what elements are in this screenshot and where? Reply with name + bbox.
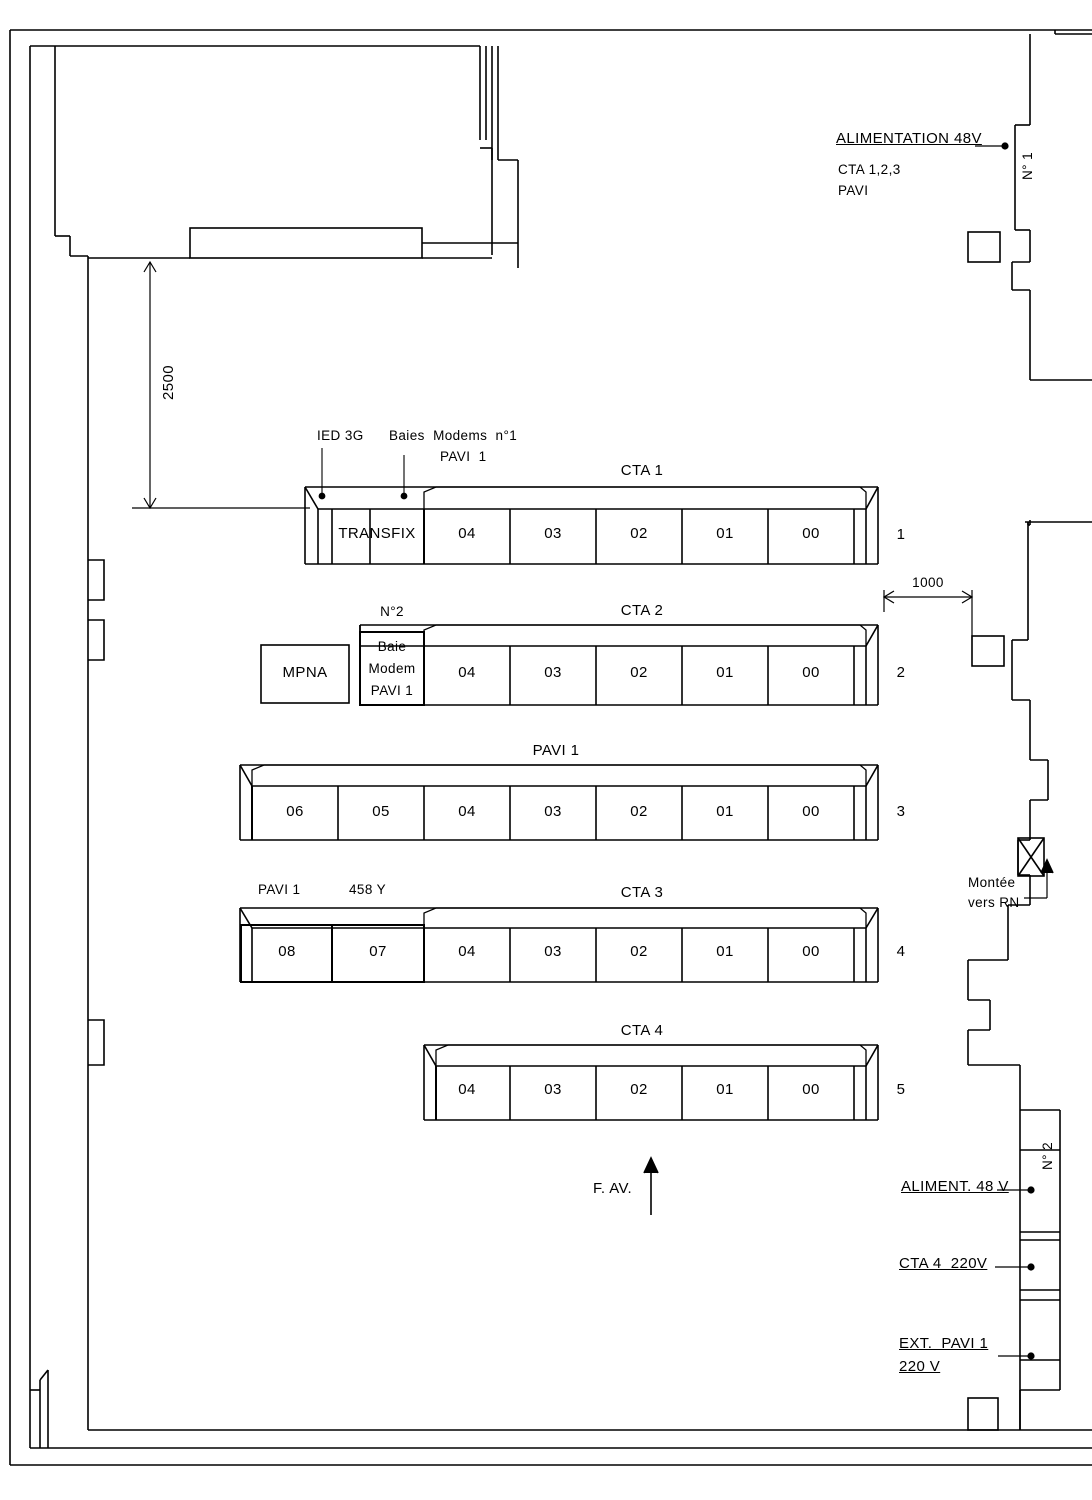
cell-r1-c4: 01 — [716, 525, 734, 542]
cell-r3-c4: 03 — [544, 803, 562, 820]
cell-r4-c2: 03 — [544, 943, 562, 960]
ied-3g-label: IED 3G — [317, 428, 364, 443]
cell-r2-c3: 02 — [630, 664, 648, 681]
cta4-220v-label: CTA 4 220V — [899, 1255, 988, 1272]
row-number-5: 5 — [896, 1081, 906, 1098]
cell-r5-c4: 01 — [716, 1081, 734, 1098]
row-group-label-pavi1: PAVI 1 — [532, 742, 580, 759]
baies-modems-line1: Baies Modems n°1 — [389, 428, 518, 443]
cell-r4-c1: 04 — [458, 943, 476, 960]
dimension-2500-label: 2500 — [160, 365, 177, 400]
cell-r4-left-c1: 08 — [278, 943, 296, 960]
cell-r5-c3: 02 — [630, 1081, 648, 1098]
montee-vers-rn-line2: vers RN — [968, 895, 1020, 910]
cell-r3-c6: 01 — [716, 803, 734, 820]
baie-modem-line1: Baie — [377, 639, 407, 654]
baie-modem-line3: PAVI 1 — [370, 683, 414, 698]
cell-r1-c5: 00 — [802, 525, 820, 542]
transfix-cell-label: TRANSFIX — [338, 525, 416, 542]
ext-pavi1-sub-label: 220 V — [899, 1358, 941, 1375]
row-number-4: 4 — [896, 943, 906, 960]
row-number-2: 2 — [896, 664, 906, 681]
montee-vers-rn-line1: Montée — [968, 875, 1016, 890]
no2-baie-label: N°2 — [380, 604, 404, 619]
alimentation-48v-label: ALIMENTATION 48V — [836, 130, 982, 147]
cell-r2-c2: 03 — [544, 664, 562, 681]
458y-label: 458 Y — [349, 882, 387, 897]
cell-r1-c3: 02 — [630, 525, 648, 542]
cell-r5-c5: 00 — [802, 1081, 820, 1098]
cell-r2-c4: 01 — [716, 664, 734, 681]
cell-r2-c1: 04 — [458, 664, 476, 681]
cell-r3-c7: 00 — [802, 803, 820, 820]
ext-pavi1-label: EXT. PAVI 1 — [899, 1335, 989, 1352]
no2-right-label: N° 2 — [1040, 1141, 1055, 1170]
pavi1-left-label: PAVI 1 — [258, 882, 301, 897]
row-group-label-cta1: CTA 1 — [620, 462, 664, 479]
cell-r4-c4: 01 — [716, 943, 734, 960]
row-number-3: 3 — [896, 803, 906, 820]
aliment-48v-label: ALIMENT. 48 V — [901, 1178, 1009, 1195]
row-group-label-cta3: CTA 3 — [620, 884, 664, 901]
row-group-label-cta4: CTA 4 — [620, 1022, 664, 1039]
cell-r3-c2: 05 — [372, 803, 390, 820]
cell-r4-c3: 02 — [630, 943, 648, 960]
cell-r3-c3: 04 — [458, 803, 476, 820]
mpna-box-label: MPNA — [282, 664, 328, 681]
cell-r5-c2: 03 — [544, 1081, 562, 1098]
alimentation-48v-sub-label: CTA 1,2,3 — [838, 162, 901, 177]
cell-r1-c1: 04 — [458, 525, 476, 542]
cell-r2-c5: 00 — [802, 664, 820, 681]
no1-label: N° 1 — [1020, 151, 1035, 180]
baie-modem-line2: Modem — [368, 661, 416, 676]
cell-r4-c5: 00 — [802, 943, 820, 960]
cell-r3-c1: 06 — [286, 803, 304, 820]
baies-modems-line2: PAVI 1 — [440, 449, 487, 464]
dimension-1000-label: 1000 — [912, 575, 944, 590]
cell-r3-c5: 02 — [630, 803, 648, 820]
cell-r5-c1: 04 — [458, 1081, 476, 1098]
f-av-label: F. AV. — [593, 1180, 633, 1197]
cell-r4-left-c2: 07 — [369, 943, 387, 960]
alimentation-48v-sub2-label: PAVI — [838, 183, 869, 198]
row-number-1: 1 — [896, 526, 906, 543]
cell-r1-c2: 03 — [544, 525, 562, 542]
row-group-label-cta2: CTA 2 — [620, 602, 664, 619]
